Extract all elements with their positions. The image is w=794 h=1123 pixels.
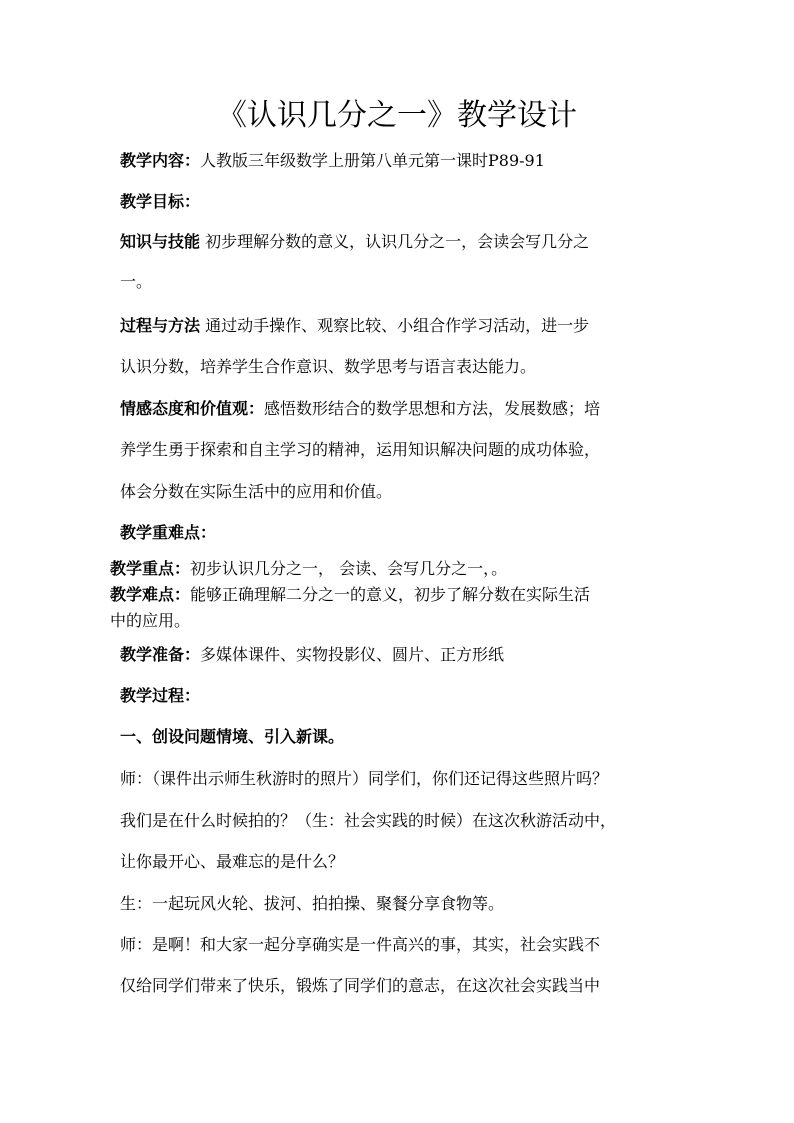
knowledge-skills-label: 知识与技能	[120, 232, 201, 251]
knowledge-skills-line-1	[120, 231, 589, 253]
difficult-point-label: 教学难点：	[110, 585, 191, 604]
teaching-content-line	[120, 150, 545, 172]
key-point-text: 初步认识几分之一， 会读、会写几分之一，。	[190, 559, 508, 578]
key-point-line	[110, 558, 507, 580]
teaching-prep-line	[120, 644, 504, 666]
teacher-dialogue-1-line-2: 我们是在什么时候拍的？（生：社会实践的时候）在这次秋游活动中，	[120, 811, 617, 830]
emotion-values-line-1	[120, 398, 600, 420]
teaching-content-text: 人教版三年级数学上册第八单元第一课时P89-91	[200, 151, 545, 170]
document-title: 《认识几分之一》教学设计	[217, 98, 577, 133]
teaching-procedure-heading: 教学过程：	[120, 686, 201, 705]
teacher-dialogue-1-line-3: 让你最开心、最难忘的是什么？	[120, 852, 345, 871]
key-difficult-heading: 教学重难点：	[120, 523, 217, 542]
teaching-prep-text: 多媒体课件、实物投影仪、圆片、正方形纸	[200, 645, 505, 664]
teaching-prep-label: 教学准备：	[120, 645, 201, 664]
process-method-label: 过程与方法	[120, 316, 201, 335]
teaching-goals-heading: 教学目标：	[120, 192, 201, 211]
teacher-dialogue-2-line-2: 仅给同学们带来了快乐，锻炼了同学们的意志，在这次社会实践当中	[120, 976, 601, 995]
knowledge-skills-line-2: 一。	[120, 272, 153, 291]
emotion-values-line-3: 体会分数在实际生活中的应用和价值。	[120, 482, 393, 501]
key-point-label: 教学重点：	[110, 559, 191, 578]
process-method-line-1	[120, 315, 589, 337]
teacher-dialogue-2-line-1: 师：是啊！和大家一起分享确实是一件高兴的事，其实，社会实践不	[120, 935, 601, 954]
process-method-text-1: 通过动手操作、观察比较、小组合作学习活动，进一步	[205, 316, 590, 335]
student-dialogue-1: 生：一起玩风火轮、拔河、拍拍操、聚餐分享食物等。	[120, 894, 505, 913]
difficult-point-line-2: 中的应用。	[110, 611, 191, 630]
teaching-content-label: 教学内容：	[120, 151, 201, 170]
difficult-point-line-1	[110, 584, 590, 606]
process-method-line-2: 认识分数，培养学生合作意识、数学思考与语言表达能力。	[120, 357, 537, 376]
emotion-values-label: 情感态度和价值观：	[120, 399, 265, 418]
difficult-point-text-1: 能够正确理解二分之一的意义，初步了解分数在实际生活	[190, 585, 591, 604]
emotion-values-line-2: 养学生勇于探索和自主学习的精神，运用知识解决问题的成功体验，	[120, 440, 601, 459]
emotion-values-text-1: 感悟数形结合的数学思想和方法，发展数感；培	[264, 399, 601, 418]
teacher-dialogue-1-line-1: 师：（课件出示师生秋游时的照片）同学们，你们还记得这些照片吗？	[120, 769, 609, 788]
section-one-heading: 一、创设问题情境、引入新课。	[120, 727, 345, 746]
knowledge-skills-text-1: 初步理解分数的意义，认识几分之一，会读会写几分之	[205, 232, 590, 251]
